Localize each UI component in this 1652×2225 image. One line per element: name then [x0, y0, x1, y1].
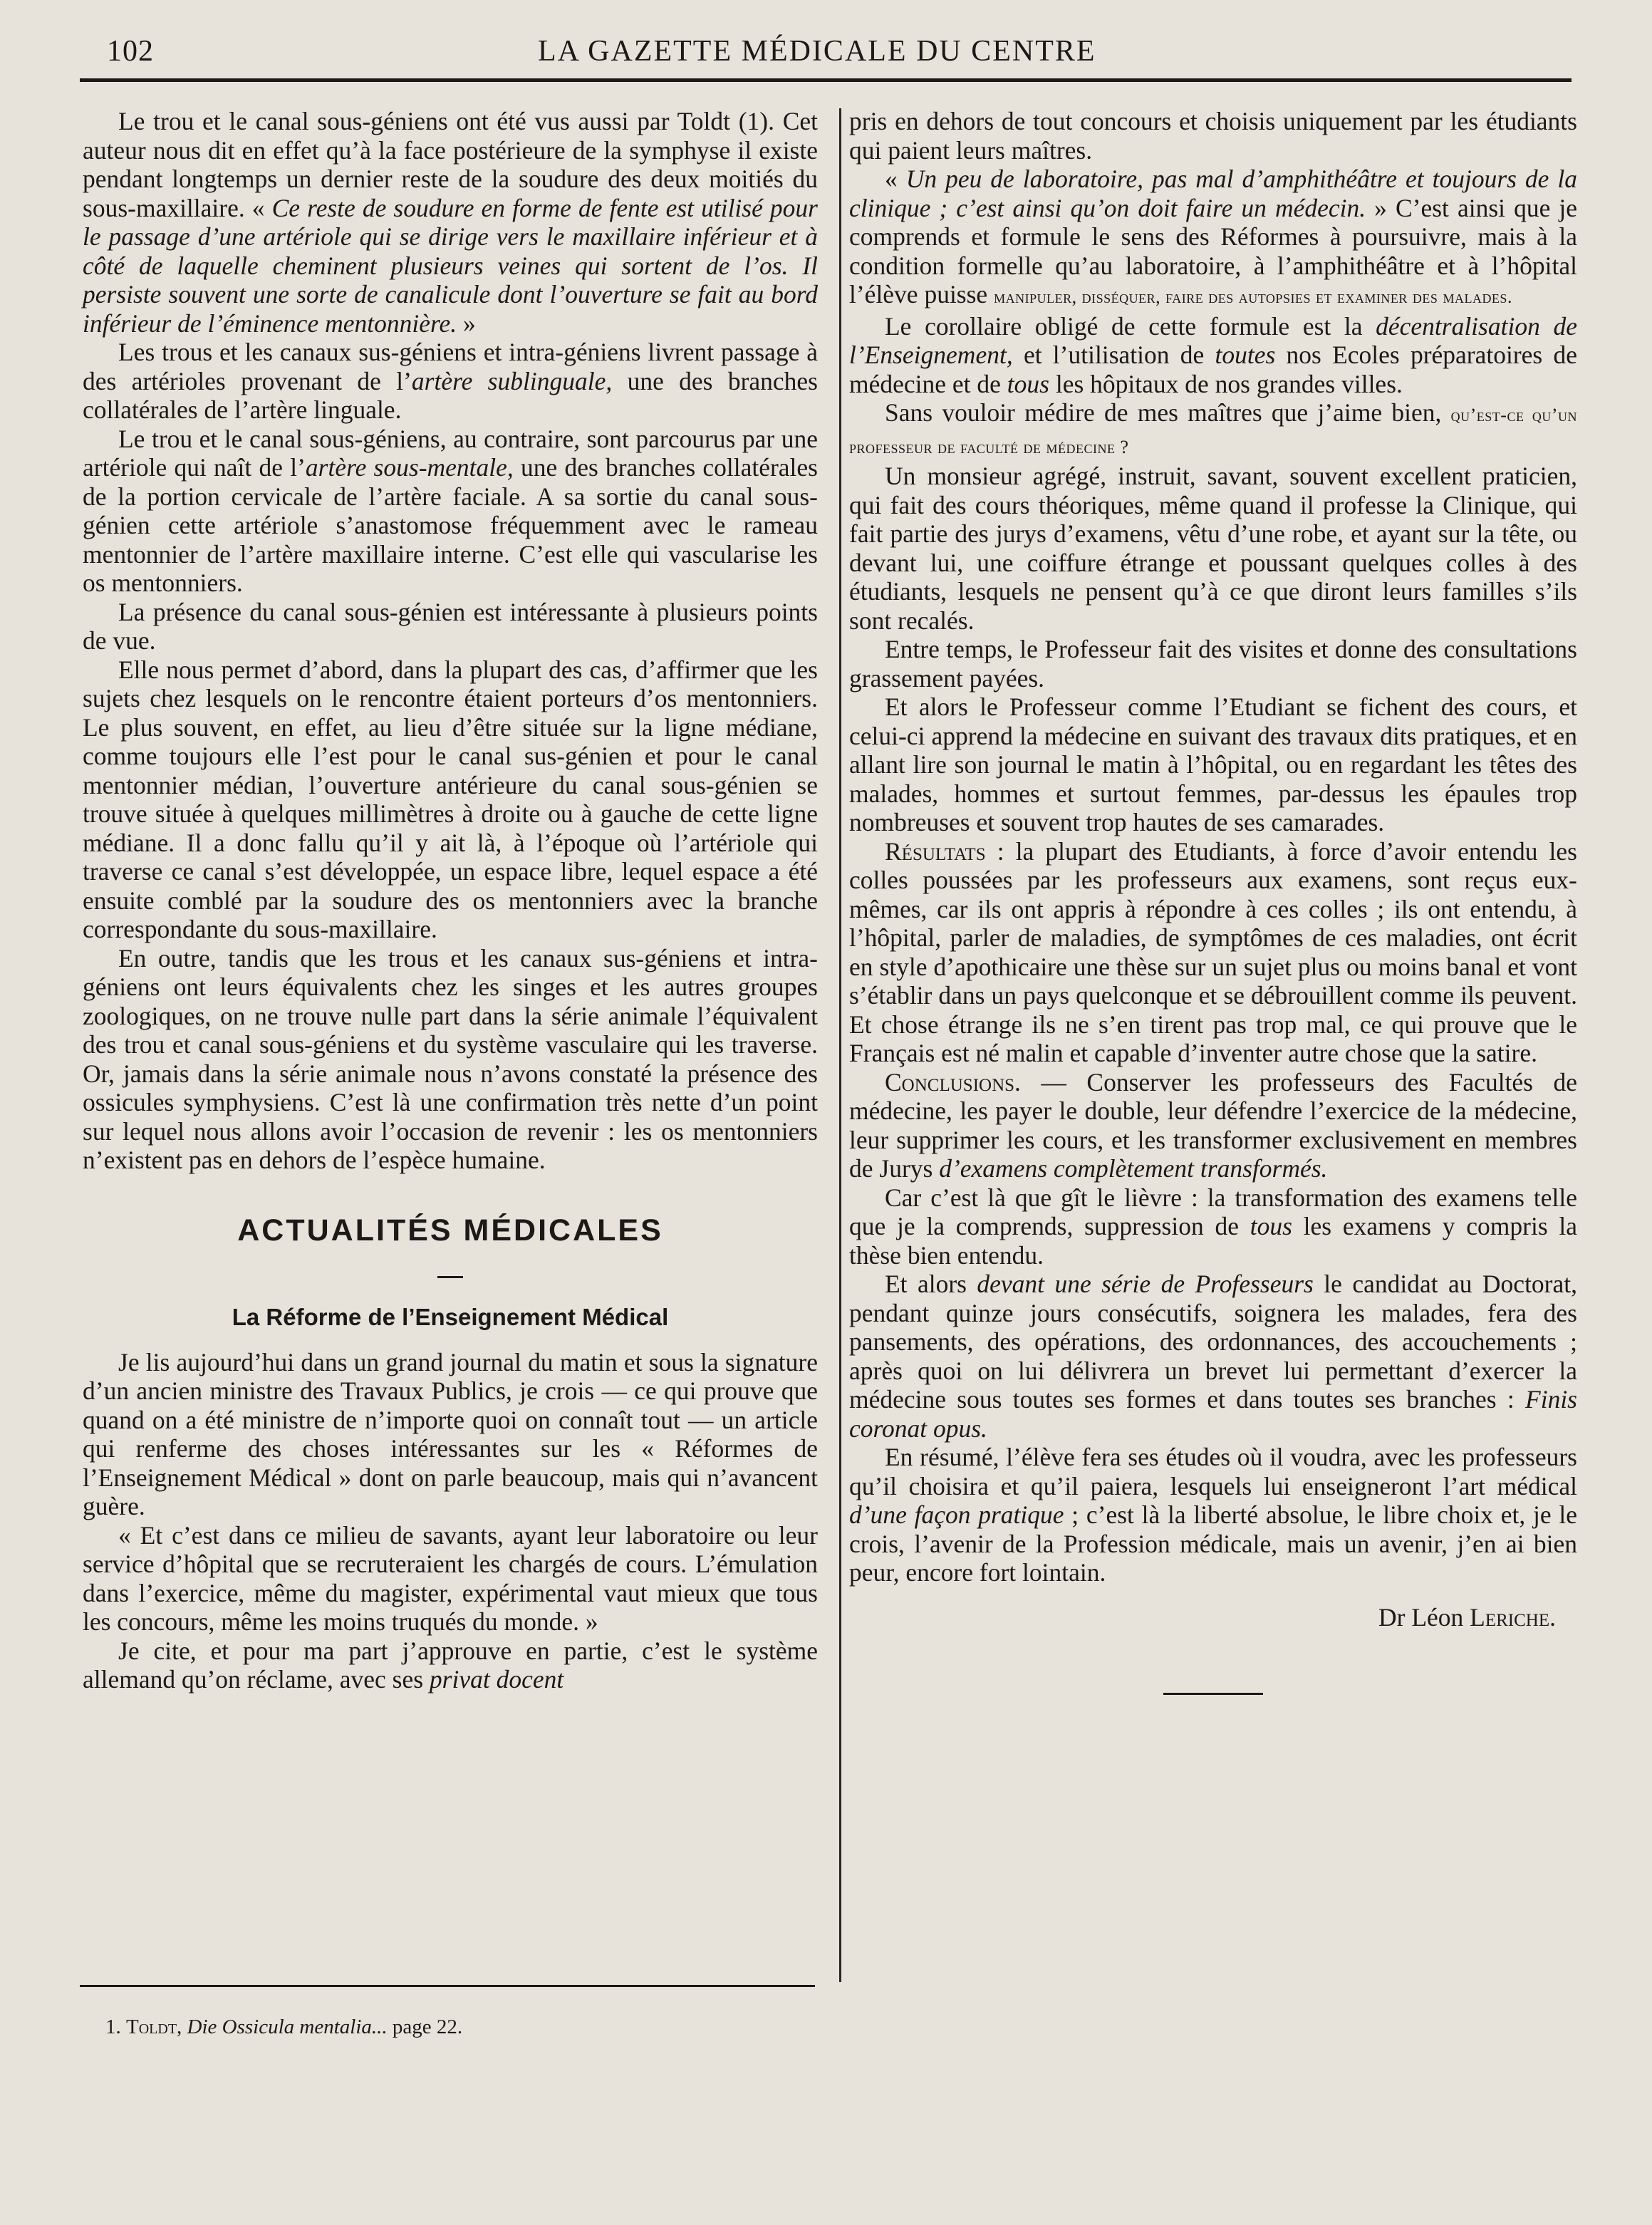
footnote: 1. Toldt, Die Ossicula mentalia... page 22. [105, 2016, 463, 2038]
paragraph: Elle nous permet d’abord, dans la plupart des cas, d’affirmer que les sujets chez lesquels on le rencontre étaient porteurs d’os mentonniers. Le plus souvent, en effet, au lieu d’être située sur la ligne médiane, comme toujours elle l’est pour le canal sus-génien et pour le canal mentonnier médian, l’ouverture antérieure du canal sous-génien se trouve située à quelques millimètres à droite ou à gauche de cette ligne médiane. Il a donc fallu qu’il y ait là, à l’époque où l’artériole qui traverse ce canal s’est développée, un espace libre, lequel espace a été ensuite comblé par la soudure des os mentonniers avec la branche correspondante du sous-maxillaire. [83, 655, 818, 943]
paragraph: Le trou et le canal sous-géniens, au contraire, sont parcourus par une artériole qui naît de l’artère sous-mentale, une des branches collatérales de la portion cervicale de l’artère faciale. A sa sortie du canal sous-génien cette artériole s’anastomose fréquemment avec le rameau mentonnier de l’artère maxillaire interne. C’est elle qui vascularise les os mentonniers. [83, 424, 818, 597]
paragraph: Je cite, et pour ma part j’approuve en partie, c’est le système allemand qu’on réclame, avec ses privat docent [83, 1636, 818, 1694]
paragraph: Je lis aujourd’hui dans un grand journal du matin et sous la signature d’un ancien ministre des Travaux Publics, je crois — ce qui prouve que quand on a été ministre de n’importe quoi on connaît tout — un article qui renferme des choses intéressantes sur les « Réformes de l’Enseignement Médical » dont on parle beaucoup, mais qui n’avancent guère. [83, 1347, 818, 1520]
paragraph: Et alors devant une série de Professeurs le candidat au Doctorat, pendant quinze jours consécutifs, soignera les malades, fera des pansements, des opérations, des ordonnances, des accouchements ; après quoi on lui délivrera un brevet lui permettant d’exercer la médecine sous toutes ses formes et dans toutes ses branches : Finis coronat opus. [849, 1270, 1577, 1443]
paragraph: Et alors le Professeur comme l’Etudiant se fichent des cours, et celui-ci apprend la médecine en suivant des travaux dits pratiques, et en allant lire son journal le matin à l’hôpital, ou en regardant les têtes des malades, hommes et surtout femmes, par-dessus les épaules trop nombreuses et souvent trop hautes de ses camarades. [849, 693, 1577, 836]
paragraph: Le trou et le canal sous-géniens ont été vus aussi par Toldt (1). Cet auteur nous dit en effet qu’à la face postérieure de la symphyse il existe pendant longtemps un dernier reste de la soudure des deux moitiés du sous-maxillaire. « Ce reste de soudure en forme de fente est utilisé pour le passage d’une artériole qui se dirige vers le maxillaire inférieur et à côté de laquelle cheminent plusieurs veines qui sortent de l’os. Il persiste souvent une sorte de canalicule dont l’ouverture se fait au bord inférieur de l’éminence mentonnière. » [83, 107, 818, 338]
paragraph: Le corollaire obligé de cette formule est la décentralisation de l’Enseignement, et l’utilisation de toutes nos Ecoles préparatoires de médecine et de tous les hôpitaux de nos grandes villes. [849, 311, 1577, 398]
section-title: ACTUALITÉS MÉDICALES [237, 1213, 663, 1248]
signature: Dr Léon Leriche. [1378, 1602, 1556, 1632]
paragraph: Entre temps, le Professeur fait des visites et donne des consultations grassement payées. [849, 635, 1577, 693]
article-title: La Réforme de l’Enseignement Médical [232, 1303, 669, 1330]
paragraph: Résultats : la plupart des Etudiants, à force d’avoir entendu les colles poussées par les professeurs aux examens, sont reçus eux-mêmes, car ils ont appris à répondre à ces colles ; ils ont entendu, à l’hôpital, parler de maladies, de symptômes de ces maladies, ont écrit en style d’apothicaire une thèse sur un sujet plus ou moins banal et vont s’établir dans un pays quelconque et se débrouillent comme ils peuvent. Et chose étrange ils ne s’en tirent pas trop mal, ce qui prouve que le Français est né malin et capable d’inventer autre chose que la satire. [849, 836, 1577, 1067]
paragraph: Conclusions. — Conserver les professeurs des Facultés de médecine, les payer le double, leur défendre l’exercice de la médecine, leur supprimer les cours, et les transformer exclusivement en membres de Jurys d’examens complètement transformés. [849, 1067, 1577, 1183]
paragraph: Les trous et les canaux sus-géniens et intra-géniens livrent passage à des artérioles provenant de l’artère sublinguale, une des branches collatérales de l’artère linguale. [83, 338, 818, 424]
footnote-rule [80, 1985, 815, 1987]
left-column [83, 107, 818, 1694]
paragraph: Un monsieur agrégé, instruit, savant, souvent excellent praticien, qui fait des cours théoriques, même quand il professe la Clinique, qui fait partie des jurys d’examens, vêtu d’une robe, et ayant sur la tête, ou devant lui, une coiffure étrange et poussant quelques colles à des étudiants, lesquels ne pensent qu’à ce que diront leurs familles s’ils sont recalés. [849, 462, 1577, 635]
header-rule [80, 78, 1572, 82]
running-title: LA GAZETTE MÉDICALE DU CENTRE [538, 35, 1096, 68]
paragraph: Sans vouloir médire de mes maîtres que j’aime bien, qu’est-ce qu’un professeur de faculté de médecine ? [849, 398, 1577, 457]
paragraph: « Un peu de laboratoire, pas mal d’amphithéâtre et toujours de la clinique ; c’est ainsi qu’on doit faire un médecin. » C’est ainsi que je comprends et formule le sens des Réformes à poursuivre, mais à la condition formelle qu’au laboratoire, à l’amphithéâtre et à l’hôpital l’élève puisse manipuler, disséquer, faire des autopsies et examiner des malades. [849, 165, 1578, 308]
conclusions-label: Conclusions [885, 1067, 1015, 1096]
paragraph: En résumé, l’élève fera ses études où il voudra, avec les professeurs qu’il choisira et qu’il paiera, lesquels lui enseigneront l’art médical d’une façon pratique ; c’est là la liberté absolue, le libre choix et, je le crois, l’avenir de la Profession médicale, mais un avenir, j’en ai bien peur, encore fort lointain. [849, 1443, 1577, 1587]
page-number: 102 [107, 35, 154, 68]
results-label: Résultats [885, 836, 986, 866]
title-dash [437, 1276, 463, 1278]
paragraph: La présence du canal sous-génien est intéressante à plusieurs points de vue. [83, 597, 818, 655]
right-column [849, 107, 1577, 1695]
quote-paragraph: « Et c’est dans ce milieu de savants, ayant leur laboratoire ou leur service d’hôpital que se recruteraient les chargés de cours. L’émulation dans l’exercice, même du magister, expérimental vaut mieux que tous les concours, même les moins truqués du monde. » [83, 1520, 818, 1636]
page-header [107, 34, 1567, 70]
paragraph: Car c’est là que gît le lièvre : la transformation des examens telle que je la comprends, suppression de tous les examens y compris la thèse bien entendu. [849, 1183, 1578, 1270]
paragraph: En outre, tandis que les trous et les canaux sus-géniens et intra-géniens ont leurs équivalents chez les singes et les autres groupes zoologiques, on ne trouve nulle part dans la série animale l’équivalent des trou et canal sous-géniens et du système vasculaire qui les traverse. Or, jamais dans la série animale nous n’avons constaté la présence des ossicules symphysiens. C’est là une confirmation très nette d’un point sur lequel nous allons avoir l’occasion de revenir : les os mentonniers n’existent pas en dehors de l’espèce humaine. [83, 943, 818, 1174]
paragraph: pris en dehors de tout concours et choisis uniquement par les étudiants qui paient leurs maîtres. [849, 107, 1577, 165]
column-divider [839, 108, 841, 1982]
end-rule [1163, 1693, 1263, 1695]
